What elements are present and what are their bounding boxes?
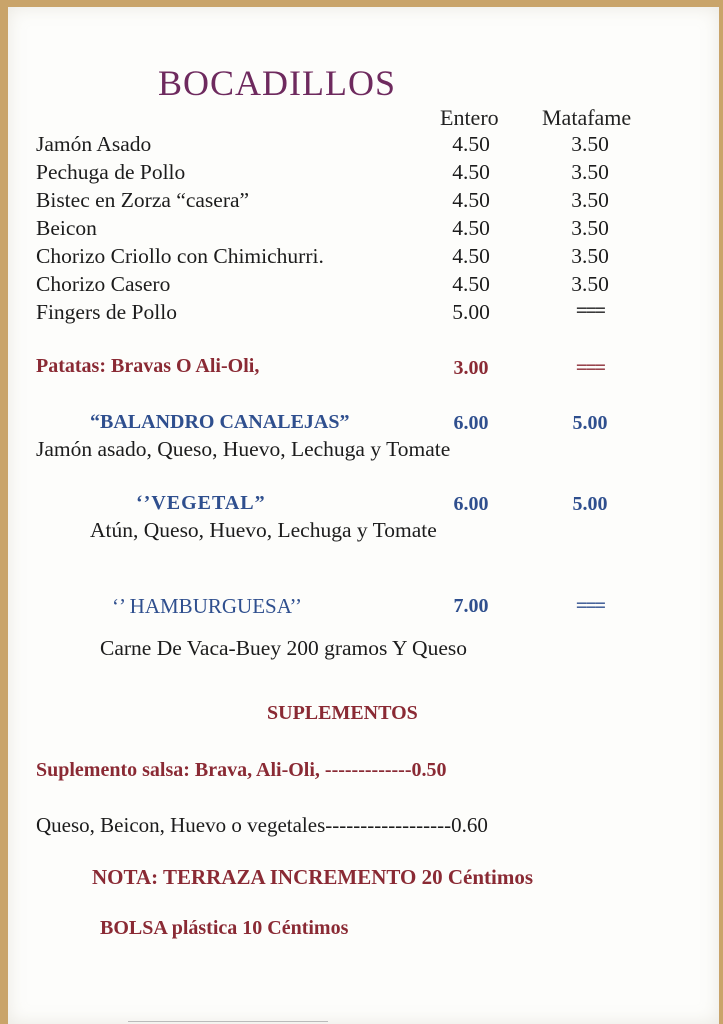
menu-item-price-entero: 5.00 [452, 300, 490, 324]
special-price-matafame: 5.00 [572, 412, 608, 434]
menu-item-price-matafame: 3.50 [571, 188, 609, 212]
menu-item-name: Jamón Asado [36, 132, 152, 156]
menu-item-name: Beicon [36, 216, 97, 240]
menu-item-price-matafame: 3.50 [571, 216, 609, 240]
special-name: ‘’ HAMBURGUESA’’ [112, 594, 302, 618]
menu-item-price-entero: 4.50 [452, 188, 490, 212]
divider [128, 1021, 328, 1022]
special-description: Carne De Vaca-Buey 200 gramos Y Queso [100, 636, 467, 660]
special-price-entero: 7.00 [453, 595, 489, 617]
menu-item-price-matafame: 3.50 [571, 244, 609, 268]
special-price-matafame: === [575, 595, 605, 617]
menu-item-price-matafame: 3.50 [571, 160, 609, 184]
bolsa-plastica: BOLSA plástica 10 Céntimos [100, 917, 349, 939]
menu-item-name: Chorizo Casero [36, 272, 171, 296]
menu-item-name: Pechuga de Pollo [36, 160, 186, 184]
column-header-matafame: Matafame [542, 105, 632, 130]
suplemento-salsa: Suplemento salsa: Brava, Ali-Oli, -------------0.50 [36, 759, 447, 781]
column-header-entero: Entero [440, 105, 499, 130]
menu-item-price-matafame: 3.50 [571, 272, 609, 296]
nota-terraza: NOTA: TERRAZA INCREMENTO 20 Céntimos [92, 865, 534, 889]
menu-item-name: Bistec en Zorza “casera” [36, 188, 250, 212]
special-price-matafame: 5.00 [572, 493, 608, 515]
special-price-entero: 6.00 [453, 493, 489, 515]
menu-item-price-entero: 4.50 [452, 160, 490, 184]
page-title: BOCADILLOS [158, 63, 397, 103]
patatas-price-entero: 3.00 [453, 357, 489, 379]
suplemento-extras: Queso, Beicon, Huevo o vegetales------------------0.60 [36, 813, 488, 837]
menu-item-price-entero: 4.50 [452, 272, 490, 296]
menu-item-price-entero: 4.50 [452, 216, 490, 240]
menu-item-price-matafame: 3.50 [571, 132, 609, 156]
special-description: Atún, Queso, Huevo, Lechuga y Tomate [90, 518, 437, 542]
menu-item-name: Fingers de Pollo [36, 300, 177, 324]
patatas-price-matafame: === [575, 357, 605, 379]
special-price-entero: 6.00 [453, 412, 489, 434]
menu-item-price-matafame: === [575, 300, 605, 322]
menu-page [8, 7, 719, 1024]
special-name: ‘’VEGETAL” [136, 492, 266, 514]
patatas-name: Patatas: Bravas O Ali-Oli, [36, 355, 260, 377]
special-name: “BALANDRO CANALEJAS” [90, 411, 350, 433]
menu-item-price-entero: 4.50 [452, 132, 490, 156]
suplementos-heading: SUPLEMENTOS [267, 702, 418, 724]
menu-item-price-entero: 4.50 [452, 244, 490, 268]
special-description: Jamón asado, Queso, Huevo, Lechuga y Tomate [36, 437, 451, 461]
menu-item-name: Chorizo Criollo con Chimichurri. [36, 244, 324, 268]
